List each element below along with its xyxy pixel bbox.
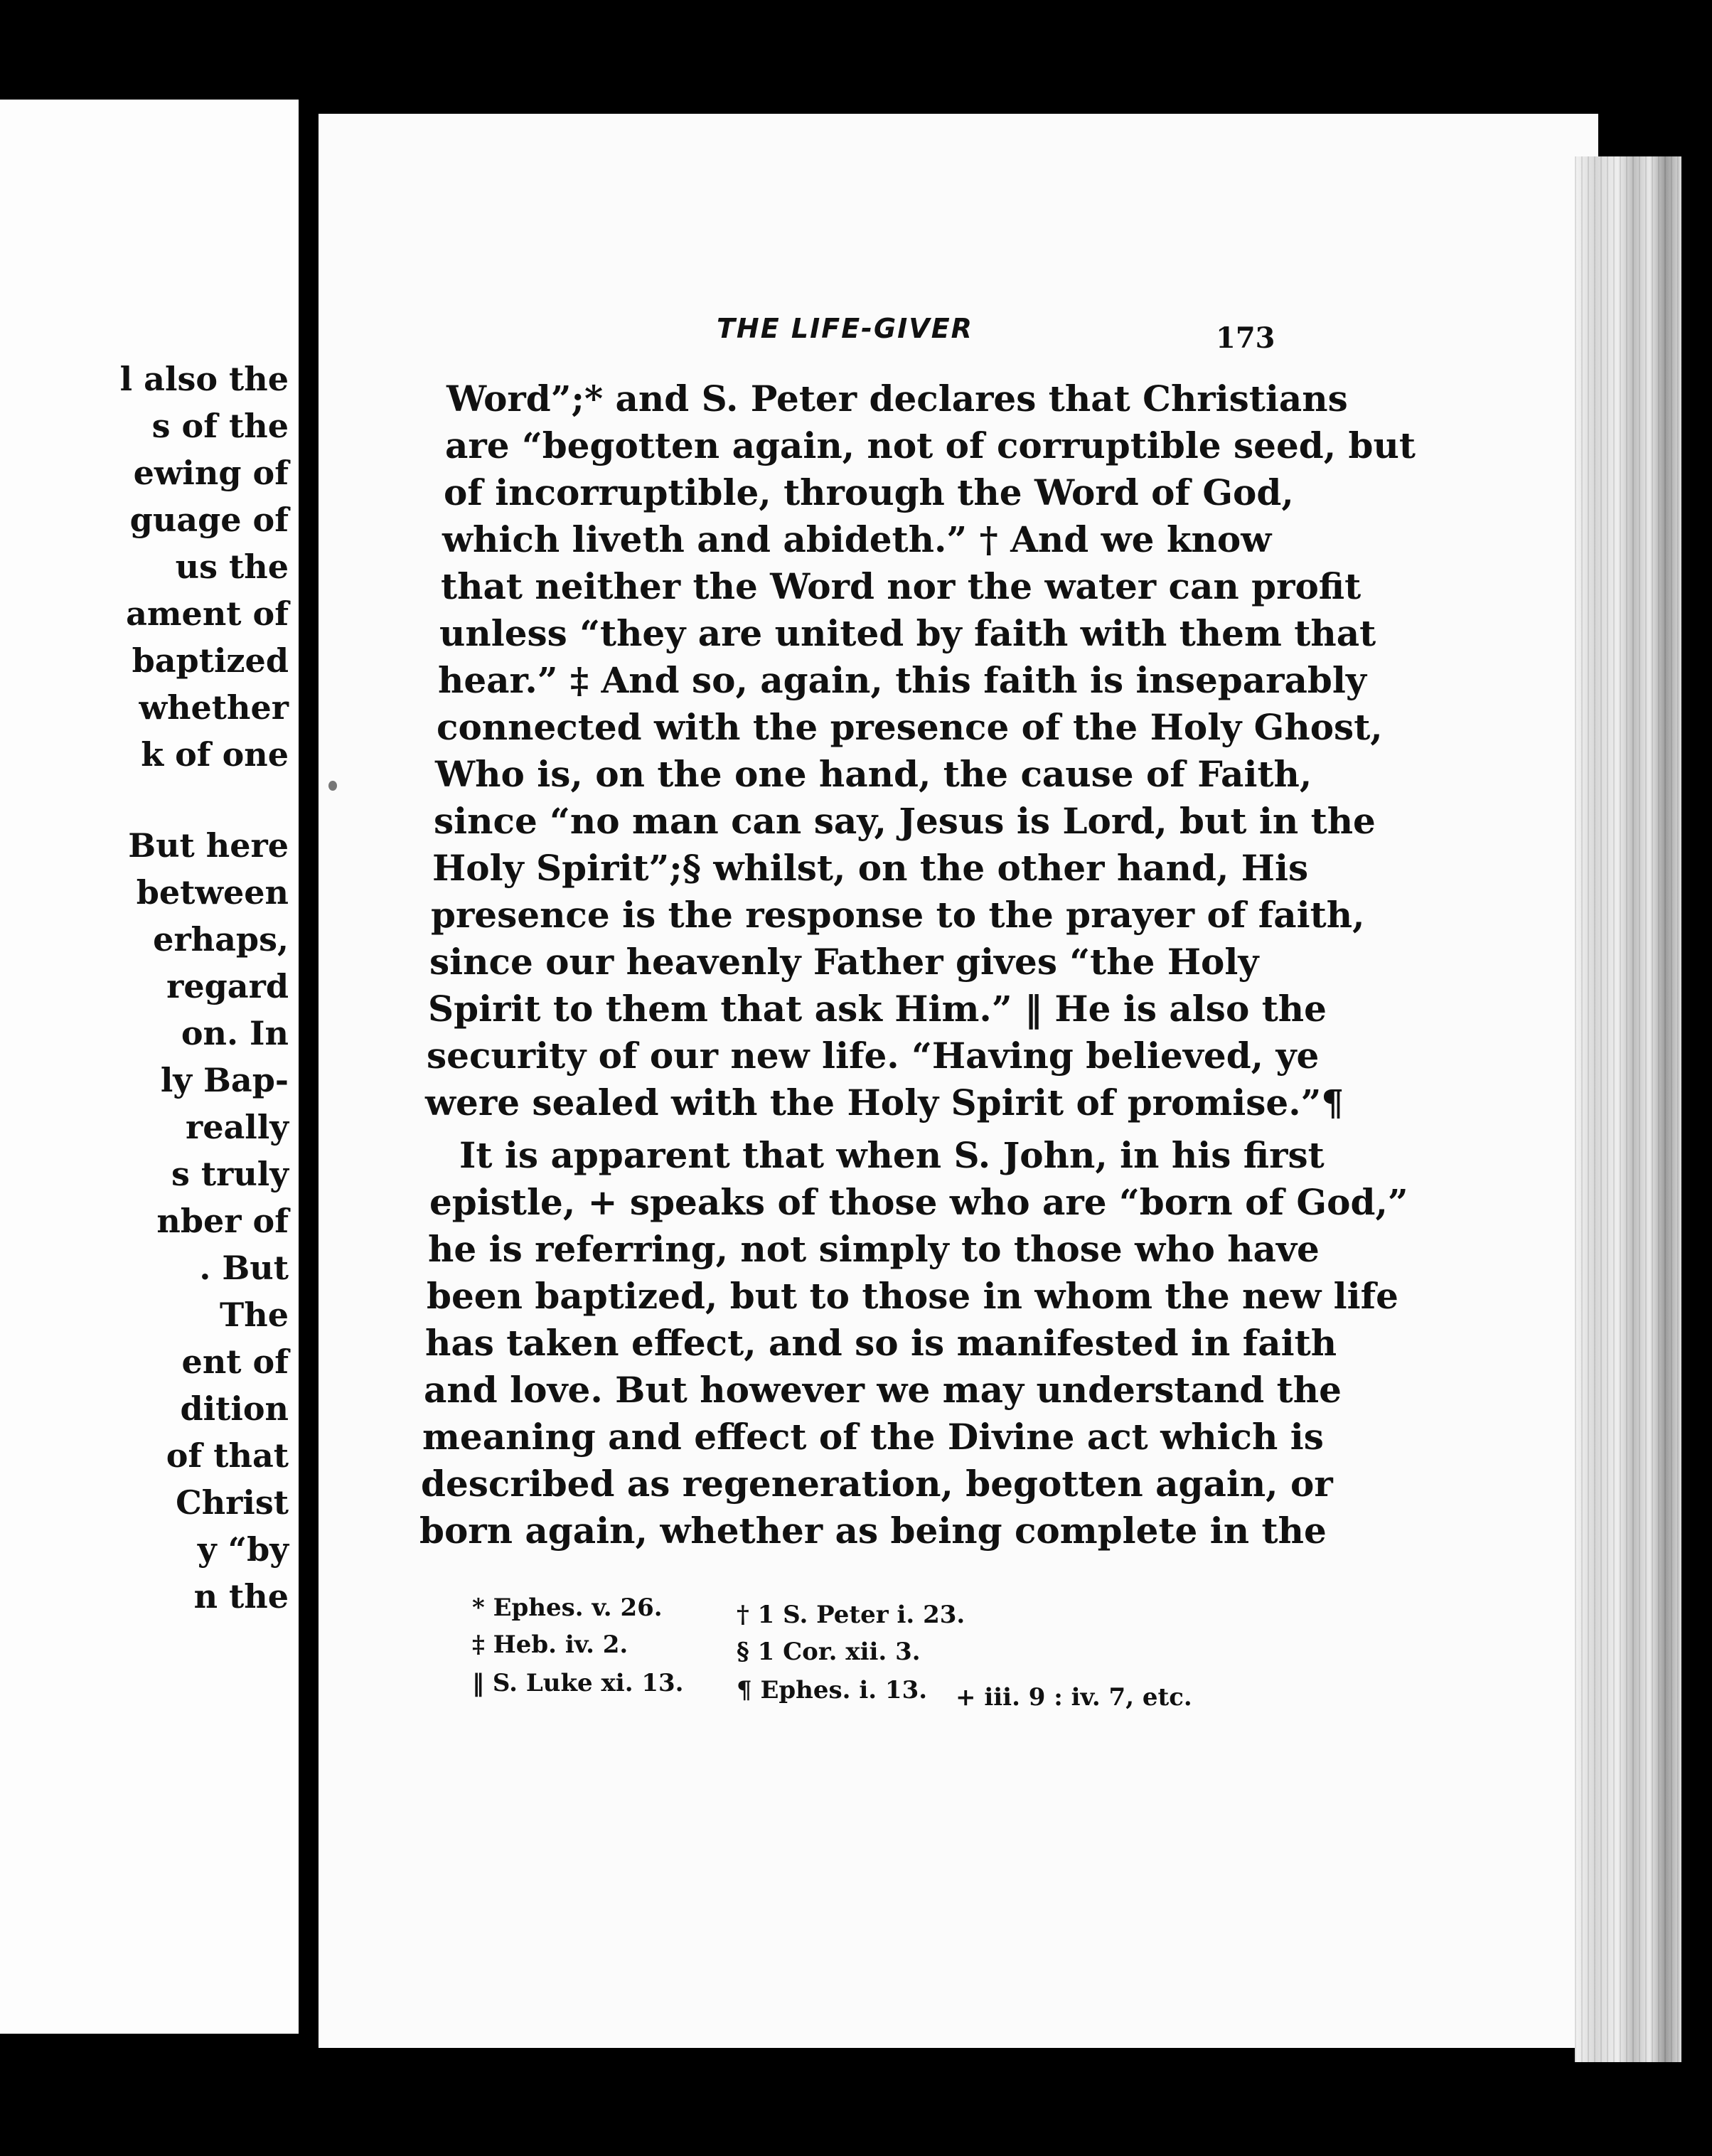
footnote: ‡ Heb. iv. 2. — [472, 1631, 628, 1659]
left-page — [0, 100, 299, 2034]
footnote: § 1 Cor. xii. 3. — [737, 1638, 921, 1666]
footnote: + iii. 9 : iv. 7, etc. — [956, 1683, 1192, 1712]
left-page-line: really — [186, 1108, 289, 1146]
left-page-line: k of one — [141, 735, 289, 774]
footnote: * Ephes. v. 26. — [472, 1594, 663, 1622]
body-line: described as regeneration, begotten again, or — [421, 1463, 1333, 1505]
body-line: Who is, on the one hand, the cause of Faith, — [435, 753, 1312, 795]
footnote: † 1 S. Peter i. 23. — [737, 1601, 965, 1629]
body-line: were sealed with the Holy Spirit of promise.”¶ — [425, 1082, 1344, 1124]
body-line: Holy Spirit”;§ whilst, on the other hand, His — [432, 847, 1309, 889]
left-page-line: ewing of — [133, 454, 289, 492]
left-page-line: s truly — [171, 1155, 289, 1193]
running-head: THE LIFE-GIVER — [717, 313, 973, 344]
left-page-line: ly Bap- — [160, 1061, 289, 1099]
body-line: born again, whether as being complete in the — [419, 1510, 1327, 1552]
left-page-line: regard — [166, 967, 289, 1005]
body-line: Spirit to them that ask Him.” ‖ He is also the — [428, 988, 1327, 1030]
left-page-line: between — [136, 873, 289, 912]
body-line: since our heavenly Father gives “the Holy — [429, 941, 1259, 983]
left-page-line: n the — [193, 1577, 289, 1616]
left-page-line: on. In — [181, 1014, 289, 1052]
body-line: It is apparent that when S. John, in his first — [459, 1134, 1325, 1176]
body-line: epistle, + speaks of those who are “born of God,” — [429, 1181, 1408, 1223]
body-line: he is referring, not simply to those who have — [428, 1228, 1320, 1270]
body-line: hear.” ‡ And so, again, this faith is inseparably — [438, 659, 1366, 701]
left-page-line: us the — [175, 548, 289, 586]
body-line: of incorruptible, through the Word of God, — [444, 471, 1294, 513]
margin-speck — [328, 781, 337, 791]
page-number: 173 — [1216, 321, 1275, 355]
body-line: which liveth and abideth.” † And we know — [442, 518, 1272, 560]
body-line: since “no man can say, Jesus is Lord, but in the — [434, 800, 1376, 842]
body-line: that neither the Word nor the water can profit — [441, 565, 1361, 607]
footnote: ‖ S. Luke xi. 13. — [472, 1669, 684, 1697]
book-gutter — [299, 100, 319, 2034]
body-line: meaning and effect of the Divine act which is — [422, 1416, 1324, 1458]
body-line: are “begotten again, not of corruptible seed, but — [445, 425, 1416, 466]
left-page-line: . But — [199, 1249, 289, 1287]
left-page-line: whether — [139, 688, 289, 727]
left-page-line: ent of — [181, 1343, 289, 1381]
left-page-line: y “by — [197, 1530, 289, 1569]
left-page-line: s of the — [151, 407, 289, 445]
body-line: connected with the presence of the Holy Ghost, — [437, 706, 1383, 748]
left-page-line: erhaps, — [153, 920, 289, 959]
left-page-line: dition — [180, 1389, 289, 1428]
body-line: been baptized, but to those in whom the new life — [427, 1275, 1398, 1317]
body-line: Word”;* and S. Peter declares that Christians — [446, 378, 1348, 420]
left-page-line: baptized — [132, 641, 289, 680]
left-page-line: guage of — [129, 501, 289, 539]
footnote: ¶ Ephes. i. 13. — [737, 1676, 928, 1704]
body-line: presence is the response to the prayer of faith, — [431, 894, 1365, 936]
left-page-line: ament of — [126, 594, 289, 633]
left-page-line: Christ — [176, 1483, 289, 1522]
left-page-line: But here — [128, 826, 289, 865]
body-line: security of our new life. “Having believed, ye — [427, 1035, 1320, 1077]
body-line: unless “they are united by faith with them that — [439, 612, 1376, 654]
body-line: has taken effect, and so is manifested in faith — [425, 1322, 1337, 1364]
left-page-line: of that — [166, 1436, 289, 1475]
page-edges — [1575, 156, 1681, 2062]
left-page-line: nber of — [156, 1202, 289, 1240]
left-page-line: The — [220, 1296, 289, 1334]
body-line: and love. But however we may understand the — [424, 1369, 1342, 1411]
left-page-line: l also the — [119, 360, 289, 398]
